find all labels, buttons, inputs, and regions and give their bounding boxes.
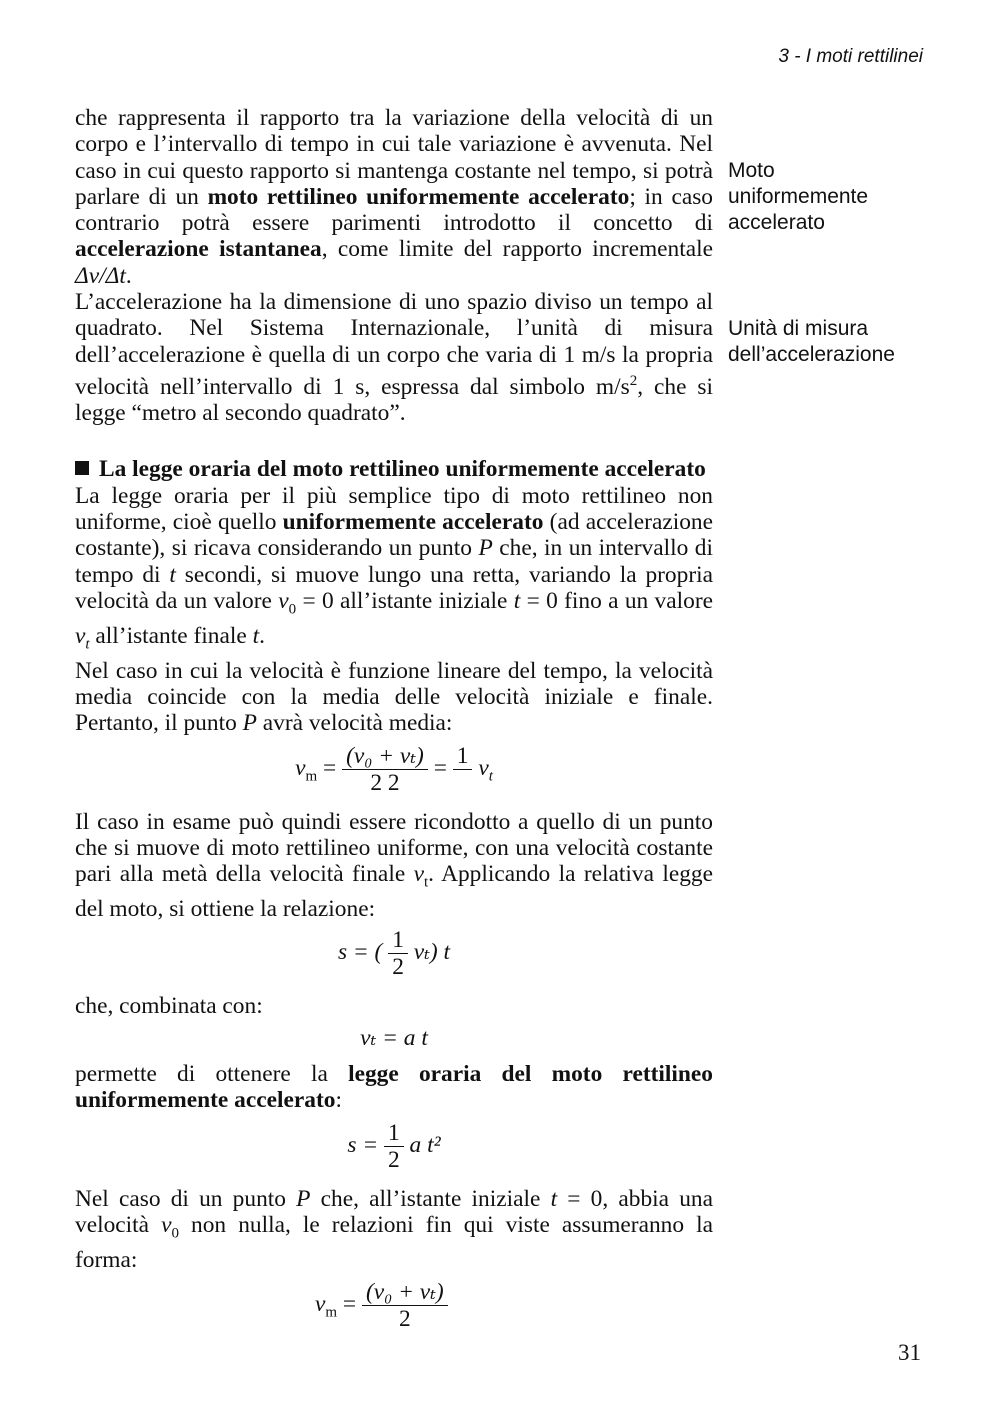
text: Il caso in esame può quindi essere ricondotto a quello di un punto che si muove di moto rettilineo uniforme, con una velocità costante pari alla metà della velocità finale — [75, 808, 713, 888]
text: . — [125, 262, 132, 289]
term: uniformemente accelerato — [282, 508, 544, 535]
term: legge oraria del moto rettilineo uniformemente accelerato — [75, 1061, 713, 1114]
denominator: 2 — [399, 1306, 411, 1333]
paragraph-law-statement — [75, 1061, 713, 1114]
denominator: 2 2 — [370, 769, 400, 796]
equation-final-velocity: vₜ = a t — [360, 1024, 428, 1051]
text: secondi, si muove lungo una retta, variando la propria velocità da un valore — [75, 561, 713, 614]
equation-displacement — [75, 927, 713, 993]
equals: = — [342, 1291, 357, 1318]
text: ; in caso contrario potrà essere parimenti introdotto il concetto di — [75, 183, 714, 237]
equation-mean-velocity-general — [75, 1279, 713, 1345]
text: L’accelerazione ha la dimensione di uno spazio diviso un tempo al quadrato. Nel Sistema Internazionale, l’unità di misura dell’accelerazione è quella di un corpo che varia di 1 m/s la propria velocità nell’intervallo di 1 s, espressa dal simbolo m/s — [75, 289, 713, 400]
text: = 0 all’istante iniziale — [296, 587, 514, 614]
page-number: 31 — [898, 1340, 921, 1365]
margin-note-uniform-acceleration — [728, 158, 868, 236]
equals: = — [433, 754, 447, 781]
text: non nulla, le relazioni fin qui viste assumeranno la forma: — [75, 1212, 713, 1273]
rhs: a t² — [409, 1131, 441, 1158]
margin-note-line: uniformemente — [728, 185, 869, 208]
text: che, all’istante iniziale — [310, 1185, 551, 1212]
equals: = — [323, 754, 337, 781]
denominator: 2 — [387, 1146, 400, 1173]
running-header: 3 - I moti rettilinei — [778, 46, 923, 67]
paragraph-mean-velocity — [75, 658, 713, 737]
text: avrà velocità media: — [256, 710, 453, 737]
text: = 0 fino a un valore — [520, 587, 713, 614]
numerator: 1 — [384, 1120, 404, 1147]
ratio-expression: Δv/Δt — [75, 262, 126, 289]
section-heading — [75, 456, 713, 482]
text: . Applicando la relativa legge del moto, si ottiene la relazione: — [75, 861, 713, 923]
paragraph-combined: che, combinata con: — [75, 992, 263, 1019]
text: permette di ottenere la — [75, 1061, 349, 1088]
var: t — [513, 587, 521, 614]
text: che, in un intervallo di tempo di — [75, 535, 713, 588]
var: v — [75, 622, 86, 649]
heading-text: La legge oraria del moto rettilineo uniformemente accelerato — [99, 456, 706, 483]
paragraph-acceleration-units — [75, 289, 713, 426]
text: all’istante finale — [89, 622, 253, 649]
var: P — [296, 1185, 311, 1212]
margin-note-line: Unità di misura — [728, 317, 869, 340]
text: , che si legge “metro al secondo quadrato”. — [75, 373, 714, 427]
paragraph-law-derivation — [75, 483, 713, 658]
var: v — [413, 861, 424, 888]
main-text-column — [75, 105, 713, 1345]
subscript: t — [85, 636, 90, 653]
numerator: 1 — [388, 927, 408, 954]
fraction — [388, 927, 408, 980]
denominator: 2 — [392, 953, 404, 980]
fraction — [342, 743, 428, 796]
var: t — [550, 1185, 558, 1212]
var: v — [478, 754, 489, 781]
subscript: 0 — [288, 601, 297, 618]
subscript: m — [325, 1304, 338, 1321]
var: P — [478, 535, 493, 562]
numerator: 1 — [453, 743, 473, 770]
var: P — [242, 710, 257, 737]
paragraph-nonzero-initial — [75, 1186, 713, 1274]
equation-mean-velocity — [75, 743, 713, 809]
text: La legge oraria per il più semplice tipo di moto rettilineo non uniforme, cioè quello — [75, 482, 713, 535]
equation-law — [75, 1120, 713, 1186]
subscript: m — [305, 768, 318, 785]
margin-note-line: Moto — [728, 159, 775, 182]
var: v — [278, 587, 289, 614]
term-uniform-acceleration: moto rettilineo uniformemente accelerato — [207, 183, 630, 210]
text: : — [335, 1087, 342, 1114]
var: t — [169, 561, 176, 588]
var: t — [252, 622, 260, 649]
text: Nel caso in cui la velocità è funzione lineare del tempo, la velocità media coincide con la media delle velocità iniziale e finale. Pertanto, il punto — [75, 657, 713, 737]
text: , come limite del rapporto incrementale — [321, 236, 713, 263]
paragraph-acceleration-definition — [75, 105, 713, 289]
text: = 0, abbia una velocità — [75, 1185, 713, 1239]
subscript: t — [488, 768, 493, 785]
term-instant-acceleration: accelerazione istantanea — [75, 236, 322, 263]
fraction — [453, 743, 473, 796]
text: . — [259, 622, 265, 649]
numerator: (v₀ + vₜ) — [362, 1279, 448, 1306]
numerator: (v₀ + vₜ) — [342, 743, 428, 770]
fraction — [362, 1279, 448, 1332]
text: Nel caso di un punto — [75, 1185, 297, 1212]
subscript: 0 — [171, 1225, 179, 1242]
text: (ad accelerazione costante), si ricava considerando un punto — [75, 508, 713, 562]
paragraph-uniform-analogy — [75, 809, 713, 923]
fraction — [384, 1120, 404, 1173]
denominator — [453, 770, 473, 796]
var: v — [295, 754, 306, 781]
margin-note-line: accelerato — [728, 211, 825, 234]
square-bullet-icon — [75, 461, 89, 475]
var: v — [315, 1291, 326, 1318]
lhs: s = — [347, 1131, 379, 1158]
lhs: s = ( — [337, 938, 383, 965]
superscript: 2 — [629, 372, 638, 389]
rhs: vₜ) t — [413, 938, 451, 965]
var: v — [161, 1212, 172, 1239]
margin-note-acceleration-unit — [728, 316, 895, 368]
margin-note-line: dell’accelerazione — [728, 343, 895, 366]
text: che rappresenta il rapporto tra la variazione della velocità di un corpo e l’intervallo di tempo in cui tale variazione è avvenuta. Nel caso in cui questo rapporto si mantenga costante nel tempo, si potrà parlare di un — [75, 105, 713, 210]
subscript: t — [423, 874, 429, 891]
